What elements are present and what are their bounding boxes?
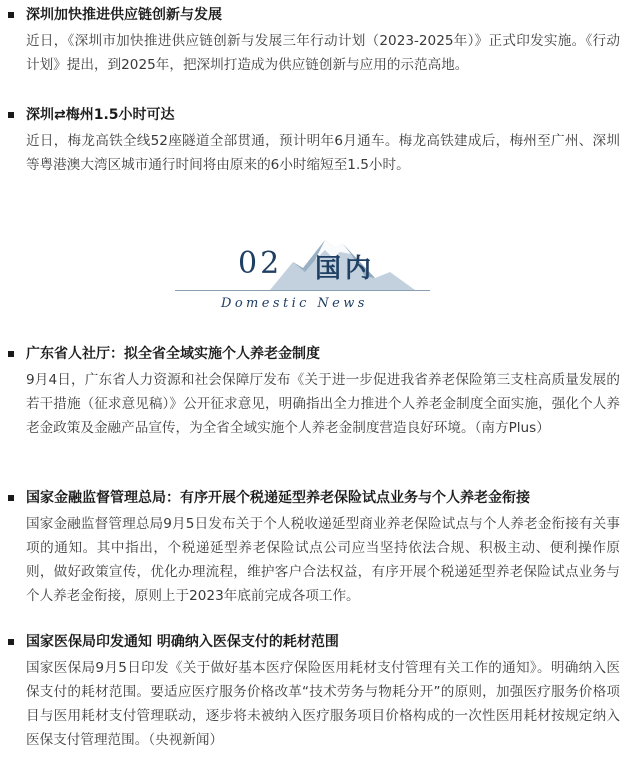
bullet-icon	[8, 112, 14, 118]
banner-divider	[175, 290, 430, 291]
news-title	[0, 631, 620, 653]
news-title	[0, 343, 620, 365]
news-body: 近日，梅龙高铁全线52座隧道全部贯通，预计明年6月通车。梅龙高铁建成后，梅州至广州、深圳等粤港澳大湾区城市通行时间将由原来的6小时缩短至1.5小时。	[26, 133, 620, 173]
news-title	[0, 4, 620, 26]
news-item	[0, 487, 620, 608]
bullet-icon	[8, 639, 14, 645]
section-title: 国内	[315, 254, 376, 284]
news-body: 国家医保局9月5日印发《关于做好基本医疗保险医用耗材支付管理有关工作的通知》。明确纳入医保支付的耗材范围。要适应医疗服务价格改革“技术劳务与物耗分开”的原则，加强医疗服务价格项目与医用耗材支付管理联动，逐步将未被纳入医疗服务项目价格构成的一次性医用耗材按规定纳入医保支付管理范围。（央视新闻）	[26, 660, 620, 748]
news-title	[0, 487, 620, 509]
mountain-icon	[175, 232, 430, 292]
section-banner	[175, 232, 430, 324]
news-item	[0, 343, 620, 440]
news-title-text: 国家医保局印发通知 明确纳入医保支付的耗材范围	[26, 634, 339, 650]
bullet-icon	[8, 495, 14, 501]
news-title-text: 深圳加快推进供应链创新与发展	[26, 7, 222, 23]
news-title-text: 深圳⇄梅州1.5小时可达	[26, 107, 175, 123]
news-body: 9月4日，广东省人力资源和社会保障厅发布《关于进一步促进我省养老保险第三支柱高质量发展的若干措施（征求意见稿）》公开征求意见，明确指出全力推进个人养老金制度全面实施，强化个人养老金政策及金融产品宣传，为全省全域实施个人养老金制度营造良好环境。（南方Plus）	[26, 372, 620, 436]
news-item	[0, 4, 620, 77]
news-title-text: 国家金融监督管理总局：有序开展个税递延型养老保险试点业务与个人养老金衔接	[26, 490, 530, 506]
news-body: 近日，《深圳市加快推进供应链创新与发展三年行动计划（2023-2025年）》正式印发实施。《行动计划》提出，到2025年，把深圳打造成为供应链创新与应用的示范高地。	[26, 33, 620, 73]
section-subtitle: Domestic News	[221, 296, 368, 311]
news-title	[0, 104, 620, 126]
news-body: 国家金融监督管理总局9月5日发布关于个人税收递延型商业养老保险试点与个人养老金衔接有关事项的通知。其中指出，个税递延型养老保险试点公司应当坚持依法合规、积极主动、便利操作原则，做好政策宣传，优化办理流程，维护客户合法权益，有序开展个税递延型养老保险试点业务与个人养老金衔接，原则上于2023年底前完成各项工作。	[26, 516, 620, 604]
news-item	[0, 104, 620, 177]
bullet-icon	[8, 12, 14, 18]
news-item	[0, 631, 620, 752]
section-number: 02	[238, 246, 283, 281]
news-title-text: 广东省人社厅：拟全省全域实施个人养老金制度	[26, 346, 320, 362]
bullet-icon	[8, 351, 14, 357]
